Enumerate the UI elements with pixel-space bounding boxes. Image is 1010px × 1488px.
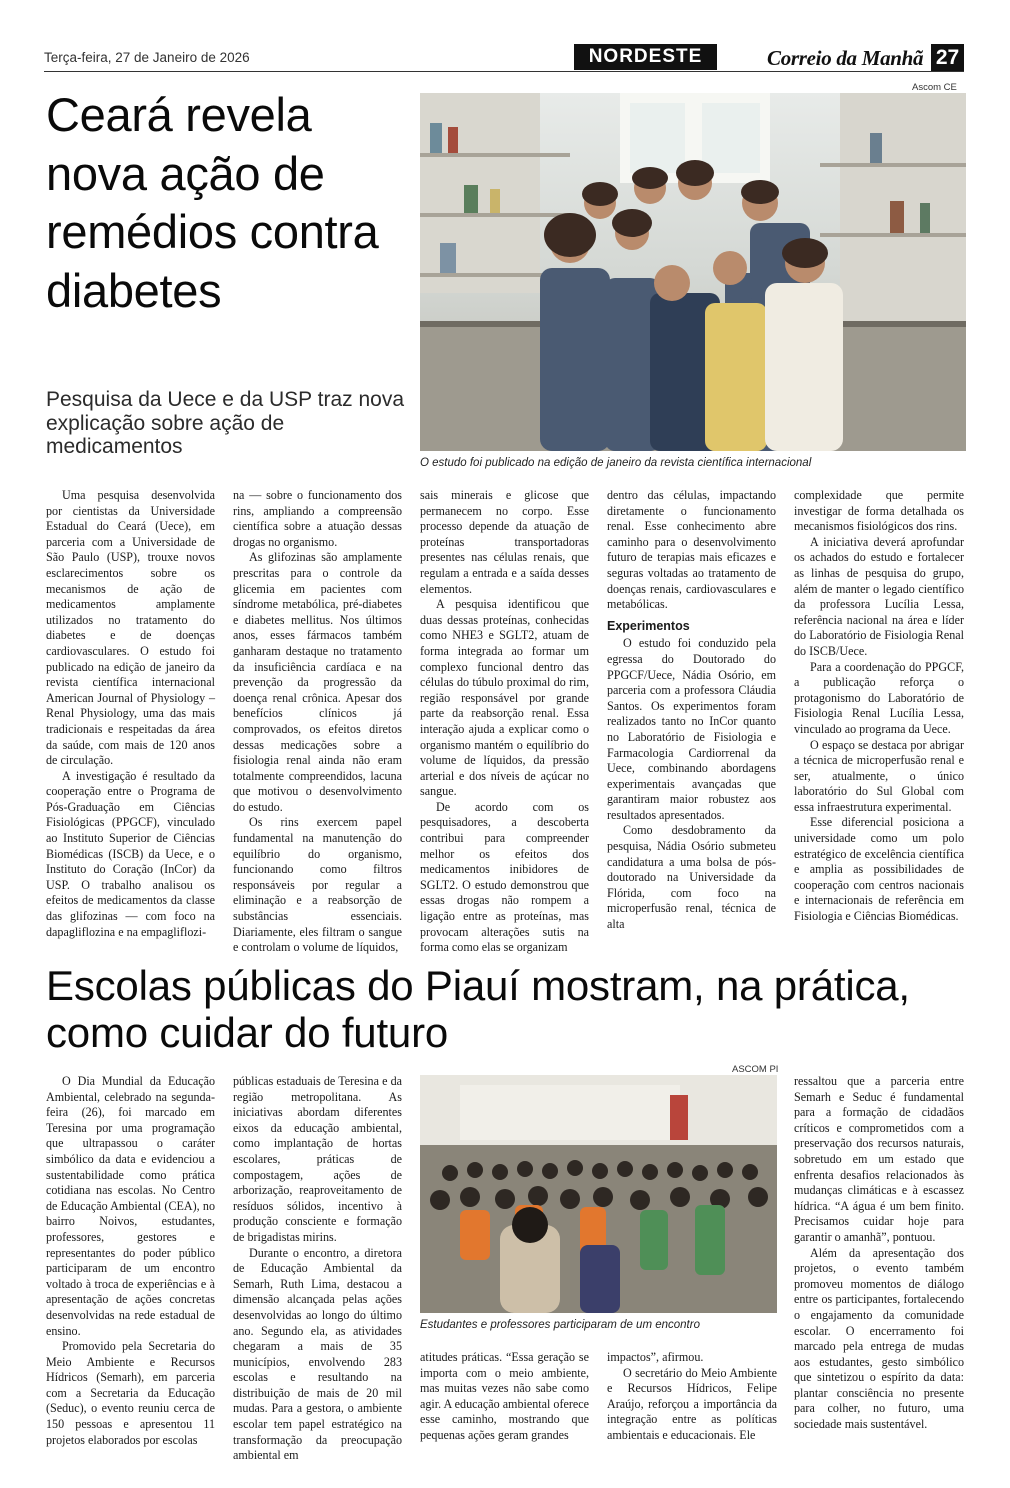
article1-paragraph: A pesquisa identificou que duas dessas proteínas, conhecidas como NHE3 e SGLT2, atuam de forma integrada ao formar um complexo funcional dentro das células do túbulo proximal do rim, região responsável por grande parte da reabsorção renal. Essa interação ajuda a explicar como o organismo mantém o equilíbrio do volume de líquidos, da pressão arterial e dos níveis de açúcar no sangue.: [420, 597, 589, 799]
article1-column-3: [420, 488, 589, 956]
article2-photo-credit: ASCOM PI: [732, 1064, 779, 1075]
article1-paragraph: Uma pesquisa desenvolvida por cientistas da Universidade Estadual do Ceará (Uece), em parceria com a Universidade de São Paulo (USP), trouxe novos esclarecimentos sobre os mecanismos de ação de medicamentos amplamente utilizados no tratamento do diabetes e de doenças cardiovasculares. O estudo foi publicado na edição de janeiro da revista científica internacional American Journal of Physiology – Renal Physiology, uma das mais tradicionais e respeitadas da área da saúde, com mais de 120 anos de circulação.: [46, 488, 215, 768]
article2-paragraph: Durante o encontro, a diretora de Educação Ambiental da Semarh, Ruth Lima, destacou a dimensão alcançada pelas ações desenvolvidas ao longo do último ano. Segundo ela, as atividades chegaram a mais de 35 municípios, envolvendo 283 escolas e resultando na distribuição de mais de 20 mil mudas. Para a gestora, o ambiente escolar tem papel estratégico na transformação da preocupação ambiental em: [233, 1245, 402, 1463]
article1-column-1: [46, 488, 215, 940]
page-number: 27: [931, 44, 964, 72]
article1-paragraph: dentro das células, impactando diretamente o funcionamento renal. Esse conhecimento abre caminho para o desenvolvimento futuro de terapias mais eficazes e seguras voltadas ao tratamento de doenças renais, cardiovasculares e metabólicas.: [607, 488, 776, 612]
article2-paragraph: Promovido pela Secretaria do Meio Ambiente e Recursos Hídricos (Semarh), em parceria com a Secretaria da Educação (Seduc), o evento reuniu cerca de 150 pessoas e apresentou 11 projetos elaborados por escolas: [46, 1339, 215, 1447]
article2-paragraph: ressaltou que a parceria entre Semarh e Seduc é fundamental para a formação de cidadãos críticos e comprometidos com a preservação dos recursos naturais, sobretudo em um estado que enfrenta desafios relacionados às mudanças climáticas e à escassez hídrica. “A água é um bem finito. Precisamos cuidar hoje para garantir o amanhã”, pontuou.: [794, 1074, 964, 1244]
article2-headline: Escolas públicas do Piauí mostram, na prática, como cuidar do futuro: [46, 962, 910, 1056]
article1-paragraph: De acordo com os pesquisadores, a descoberta contribui para compreender melhor os efeitos dos medicamentos inibidores de SGLT2. O estudo demonstrou que essas drogas não rompem a ligação entre as proteínas, mas provocam alterações sutis na forma como elas se organizam: [420, 799, 589, 955]
article1-paragraph: sais minerais e glicose que permanecem no corpo. Esse processo depende da atuação de proteínas transportadoras presentes nas células renais, que regulam a entrada e a saída desses elementos.: [420, 488, 589, 596]
header-divider: [44, 71, 964, 72]
article2-paragraph: O secretário do Meio Ambiente e Recursos Hídricos, Felipe Araújo, reforçou a importância da integração entre as políticas ambientais e educacionais. Ele: [607, 1365, 777, 1442]
article1-paragraph: na — sobre o funcionamento dos rins, ampliando a compreensão científica sobre a atuação dessas drogas no organismo.: [233, 488, 402, 549]
article2-paragraph: atitudes práticas. “Essa geração se importa com o meio ambiente, mas muitas vezes não sabe como agir. A educação ambiental oferece esse caminho, mostrando que pequenas ações geram grandes: [420, 1350, 589, 1442]
article2-column-1: [46, 1074, 215, 1448]
article2-paragraph: O Dia Mundial da Educação Ambiental, celebrado na segunda-feira (26), foi marcado em Teresina por uma programação que ultrapassou o caráter simbólico da data e evidenciou a sustentabilidade como prática cotidiana nas escolas. No Centro de Educação Ambiental (CEA), no bairro Noivos, estudantes, professores, gestores e representantes do poder público participaram de um encontro voltado à troca de experiências e à apresentação de ações concretas desenvolvidas na rede estadual de ensino.: [46, 1074, 215, 1338]
article2-paragraph: Além da apresentação dos projetos, o evento também promoveu momentos de diálogo entre os participantes, fortalecendo o engajamento da comunidade escolar. O encerramento foi marcado pela entrega de mudas aos estudantes, gesto simbólico que sintetizou o espírito da data: plantar consciência no presente para colher, no futuro, uma sociedade mais sustentável.: [794, 1245, 964, 1432]
article1-paragraph: A investigação é resultado da cooperação entre o Programa de Pós-Graduação em Ciências Fisiológicas (PPGCF), vinculado ao Instituto Superior de Ciências Biomédicas (ISCB) da Uece, e o Instituto do Coração (InCor) da USP. O trabalho analisou os efeitos de medicamentos da classe das glifozinas — com foco na dapagliflozina e na empagliflozi-: [46, 768, 215, 939]
article1-paragraph: O espaço se destaca por abrigar a técnica de microperfusão renal e ser, atualmente, o único laboratório do Sul Global com essa infraestrutura experimental.: [794, 737, 964, 814]
article1-subtitle: Pesquisa da Uece e da USP traz nova explicação sobre ação de medicamentos: [46, 388, 404, 458]
article1-paragraph: Os rins exercem papel fundamental na manutenção do equilíbrio do organismo, funcionando como filtros responsáveis por regular a eliminação e a reabsorção de substâncias essenciais. Diariamente, eles filtram o sangue e controlam o volume de líquidos,: [233, 815, 402, 955]
article1-paragraph: A iniciativa deverá aprofundar os achados do estudo e fortalecer as linhas de pesquisa do grupo, além de manter o legado científico da professora Lucília Lessa, referência nacional na área e líder do Laboratório de Fisiologia Renal do ISCB/Uece.: [794, 534, 964, 658]
article1-column-4: [607, 488, 776, 933]
newspaper-name: Correio da Manhã: [767, 46, 924, 70]
article2-column-2: [233, 1074, 402, 1464]
article1-paragraph: Esse diferencial posiciona a universidade como um polo estratégico de excelência científica e amplia as possibilidades de cooperação com centros nacionais e internacionais de referência em Fisiologia e Ciências Biomédicas.: [794, 815, 964, 924]
article2-paragraph: impactos”, afirmou.: [607, 1350, 704, 1364]
article2-photo-audience: [420, 1075, 777, 1313]
article1-photo-caption: O estudo foi publicado na edição de janeiro da revista científica internacional: [420, 457, 812, 469]
article1-column-5: [794, 488, 964, 925]
article2-paragraph: públicas estaduais de Teresina e da região metropolitana. As iniciativas abordam diferentes eixos da educação ambiental, como implantação de hortas escolares, práticas de compostagem, ações de arborização, reaproveitamento de resíduos sólidos, incentivo à produção consciente e formação de brigadistas mirins.: [233, 1074, 402, 1244]
article1-paragraph: As glifozinas são amplamente prescritas para o controle da glicemia em pacientes com síndrome metabólica, pré-diabetes e diabetes mellitus. Nos últimos anos, esses fármacos também ganharam destaque no tratamento da insuficiência cardíaca e na prevenção da progressão da doença renal crônica. Apesar dos benefícios clínicos já comprovados, os efeitos diretos dessas medicações sobre a fisiologia renal ainda não eram totalmente compreendidos, lacuna que motivou o desenvolvimento do estudo.: [233, 550, 402, 814]
article1-paragraph: complexidade que permite investigar de forma detalhada os mecanismos fisiológicos dos rins.: [794, 488, 964, 534]
article1-paragraph: Como desdobramento da pesquisa, Nádia Osório submeteu candidatura a uma bolsa de pós-doutorado na Universidade da Flórida, com foco na microperfusão renal, técnica de alta: [607, 823, 776, 932]
article2-column-3: [420, 1350, 589, 1444]
article2-photo-caption: Estudantes e professores participaram de um encontro: [420, 1319, 700, 1331]
issue-date: Terça-feira, 27 de Janeiro de 2026: [44, 50, 250, 65]
article2-column-4: [607, 1350, 777, 1444]
article1-paragraph: O estudo foi conduzido pela egressa do Doutorado do PPGCF/Uece, Nádia Osório, em parceria com a professora Cláudia Santos. Os experimentos foram realizados tanto no InCor quanto no Laboratório de Fisiologia e Farmacologia Cardiorrenal da Uece, combinando abordagens experimentais avançadas que garantiram maior robustez aos resultados apresentados.: [607, 636, 776, 822]
article1-headline: Ceará revela nova ação de remédios contra diabetes: [46, 88, 379, 317]
article1-photo-lab-team: [420, 93, 966, 451]
section-label: NORDESTE: [574, 44, 717, 70]
article1-subheading: Experimentos: [607, 618, 690, 633]
article2-column-5: [794, 1074, 964, 1433]
article1-paragraph: Para a coordenação do PPGCF, a publicação reforça o protagonismo do Laboratório de Fisiologia Renal Lucília Lessa, vinculado ao programa da Uece.: [794, 659, 964, 736]
article1-photo-credit: Ascom CE: [912, 82, 957, 93]
article1-column-2: [233, 488, 402, 956]
